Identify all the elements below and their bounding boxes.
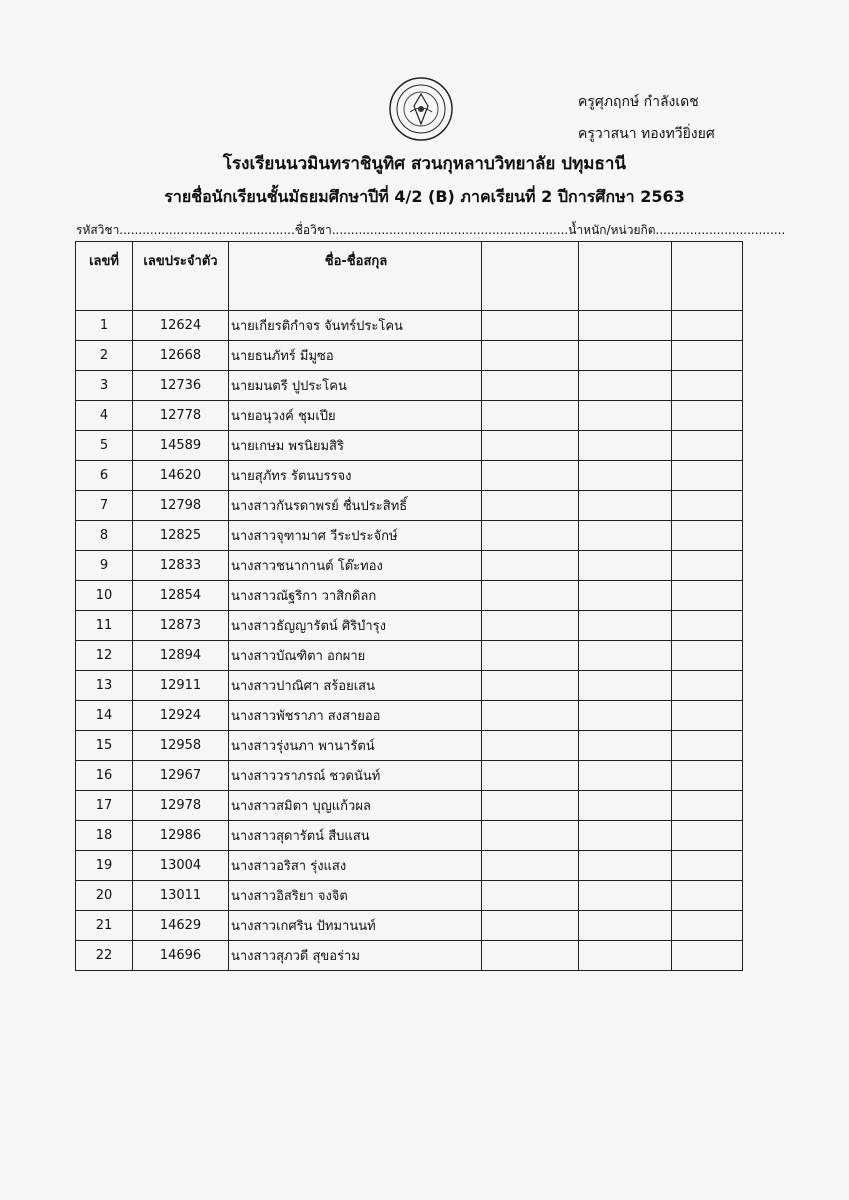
- blank-cell: [482, 611, 579, 641]
- table-row: [76, 731, 743, 761]
- blank-cell: [672, 521, 743, 551]
- student-name: นางสาวพัชราภา สงสายออ: [229, 701, 482, 731]
- student-id: 14696: [133, 941, 229, 971]
- row-number: 3: [76, 371, 133, 401]
- table-row: [76, 851, 743, 881]
- header-blank-column: [672, 242, 743, 311]
- blank-cell: [672, 701, 743, 731]
- student-name: นางสาวเกศริน ปัทมานนท์: [229, 911, 482, 941]
- student-id: 12624: [133, 311, 229, 341]
- blank-cell: [672, 731, 743, 761]
- table-row: [76, 431, 743, 461]
- blank-cell: [579, 401, 672, 431]
- blank-cell: [672, 881, 743, 911]
- table-row: [76, 701, 743, 731]
- header-blank-column: [579, 242, 672, 311]
- blank-cell: [482, 341, 579, 371]
- row-number: 18: [76, 821, 133, 851]
- list-title: รายชื่อนักเรียนชั้นมัธยมศึกษาปีที่ 4/2 (B) ภาคเรียนที่ 2 ปีการศึกษา 2563: [164, 187, 685, 206]
- row-number: 17: [76, 791, 133, 821]
- blank-cell: [482, 761, 579, 791]
- row-number: 19: [76, 851, 133, 881]
- student-name: นายสุภัทร รัตนบรรจง: [229, 461, 482, 491]
- blank-cell: [579, 911, 672, 941]
- blank-cell: [482, 851, 579, 881]
- table-header-row: [76, 242, 743, 311]
- student-id: 12825: [133, 521, 229, 551]
- student-name: นางสาวจุฑามาศ วีระประจักษ์: [229, 521, 482, 551]
- student-name: นายมนตรี ปูประโคน: [229, 371, 482, 401]
- student-name: นางสาวสมิตา บุญแก้วผล: [229, 791, 482, 821]
- blank-cell: [672, 551, 743, 581]
- blank-cell: [482, 401, 579, 431]
- table-row: [76, 821, 743, 851]
- blank-cell: [579, 641, 672, 671]
- table-row: [76, 581, 743, 611]
- blank-cell: [579, 371, 672, 401]
- student-name: นางสาวสุภวดี สุขอร่าม: [229, 941, 482, 971]
- blank-cell: [579, 761, 672, 791]
- blank-cell: [482, 881, 579, 911]
- blank-cell: [482, 551, 579, 581]
- row-number: 2: [76, 341, 133, 371]
- blank-cell: [672, 581, 743, 611]
- student-id: 13004: [133, 851, 229, 881]
- row-number: 16: [76, 761, 133, 791]
- blank-cell: [579, 701, 672, 731]
- table-row: [76, 551, 743, 581]
- table-row: [76, 911, 743, 941]
- blank-cell: [482, 521, 579, 551]
- blank-cell: [579, 821, 672, 851]
- blank-cell: [482, 311, 579, 341]
- table-row: [76, 881, 743, 911]
- blank-cell: [579, 461, 672, 491]
- blank-cell: [672, 671, 743, 701]
- table-row: [76, 941, 743, 971]
- blank-cell: [672, 851, 743, 881]
- teacher-list: [578, 86, 715, 150]
- blank-cell: [482, 911, 579, 941]
- blank-cell: [482, 671, 579, 701]
- student-id: 12978: [133, 791, 229, 821]
- teacher-name: ครูวาสนา ทองทวียิ่งยศ: [578, 126, 715, 142]
- row-number: 15: [76, 731, 133, 761]
- student-id: 14629: [133, 911, 229, 941]
- blank-cell: [482, 791, 579, 821]
- header-number: เลขที่: [76, 242, 133, 311]
- student-name: นางสาวรุ่งนภา พานารัตน์: [229, 731, 482, 761]
- student-id: 12958: [133, 731, 229, 761]
- student-name: นางสาวชนากานต์ โต๊ะทอง: [229, 551, 482, 581]
- blank-cell: [672, 941, 743, 971]
- school-title: โรงเรียนนวมินทราชินูทิศ สวนกุหลาบวิทยาลัย ปทุมธานี: [222, 154, 627, 174]
- student-name: นายเกียรติกำจร จันทร์ประโคน: [229, 311, 482, 341]
- blank-cell: [579, 791, 672, 821]
- row-number: 1: [76, 311, 133, 341]
- header-full-name: ชื่อ-ชื่อสกุล: [229, 242, 482, 311]
- row-number: 11: [76, 611, 133, 641]
- row-number: 6: [76, 461, 133, 491]
- student-id: 14589: [133, 431, 229, 461]
- student-table: [75, 241, 743, 971]
- subject-fields: [76, 221, 785, 240]
- table-row: [76, 641, 743, 671]
- blank-cell: [482, 491, 579, 521]
- blank-cell: [672, 311, 743, 341]
- blank-cell: [579, 851, 672, 881]
- student-name: นางสาวธัญญารัตน์ ศิริบำรุง: [229, 611, 482, 641]
- teacher-name: ครูศุภฤกษ์ กำลังเดช: [578, 94, 699, 110]
- blank-cell: [579, 731, 672, 761]
- blank-cell: [672, 431, 743, 461]
- blank-cell: [672, 911, 743, 941]
- row-number: 22: [76, 941, 133, 971]
- student-name: นางสาวณัฐริกา วาสิกดิลก: [229, 581, 482, 611]
- table-row: [76, 671, 743, 701]
- blank-cell: [579, 611, 672, 641]
- row-number: 12: [76, 641, 133, 671]
- blank-cell: [672, 761, 743, 791]
- header-student-id: เลขประจำตัว: [133, 242, 229, 311]
- row-number: 8: [76, 521, 133, 551]
- blank-cell: [482, 641, 579, 671]
- blank-cell: [482, 461, 579, 491]
- row-number: 20: [76, 881, 133, 911]
- student-name: นางสาวกันรดาพรย์ ชื่นประสิทธิ์: [229, 491, 482, 521]
- table-row: [76, 791, 743, 821]
- blank-cell: [482, 701, 579, 731]
- student-id: 13011: [133, 881, 229, 911]
- row-number: 5: [76, 431, 133, 461]
- header-blank-column: [482, 242, 579, 311]
- student-id: 12798: [133, 491, 229, 521]
- student-name: นายอนุวงค์ ชุมเปีย: [229, 401, 482, 431]
- table-row: [76, 461, 743, 491]
- student-id: 12833: [133, 551, 229, 581]
- student-id: 12986: [133, 821, 229, 851]
- table-row: [76, 761, 743, 791]
- blank-cell: [672, 461, 743, 491]
- blank-cell: [672, 641, 743, 671]
- blank-cell: [672, 611, 743, 641]
- blank-cell: [672, 401, 743, 431]
- student-id: 12873: [133, 611, 229, 641]
- student-id: 12778: [133, 401, 229, 431]
- blank-cell: [579, 881, 672, 911]
- blank-cell: [482, 821, 579, 851]
- student-id: 12854: [133, 581, 229, 611]
- student-name: นางสาวอริสา รุ่งแสง: [229, 851, 482, 881]
- blank-cell: [579, 581, 672, 611]
- row-number: 21: [76, 911, 133, 941]
- blank-cell: [672, 341, 743, 371]
- student-name: นายเกษม พรนิยมสิริ: [229, 431, 482, 461]
- blank-cell: [579, 491, 672, 521]
- student-id: 12924: [133, 701, 229, 731]
- table-row: [76, 341, 743, 371]
- blank-cell: [482, 941, 579, 971]
- blank-cell: [579, 521, 672, 551]
- student-id: 14620: [133, 461, 229, 491]
- student-name: นางสาวอิสริยา จงจิต: [229, 881, 482, 911]
- table-body: [76, 311, 743, 971]
- credits-field: น้ำหนัก/หน่วยกิต..................................: [568, 223, 786, 237]
- student-name: นางสาวปาณิศา สร้อยเสน: [229, 671, 482, 701]
- student-id: 12911: [133, 671, 229, 701]
- student-name: นายธนภัทร์ มีมูซอ: [229, 341, 482, 371]
- student-id: 12668: [133, 341, 229, 371]
- blank-cell: [579, 551, 672, 581]
- blank-cell: [482, 431, 579, 461]
- student-id: 12894: [133, 641, 229, 671]
- student-name: นางสาวสุดารัตน์ สืบแสน: [229, 821, 482, 851]
- blank-cell: [672, 371, 743, 401]
- blank-cell: [672, 821, 743, 851]
- table-row: [76, 311, 743, 341]
- school-seal-icon: [388, 76, 454, 142]
- row-number: 14: [76, 701, 133, 731]
- student-name: นางสาววราภรณ์ ชวดนันท์: [229, 761, 482, 791]
- student-name: นางสาวบัณฑิตา อกผาย: [229, 641, 482, 671]
- blank-cell: [482, 581, 579, 611]
- blank-cell: [672, 491, 743, 521]
- blank-cell: [579, 311, 672, 341]
- subject-name-field: ชื่อวิชา..............................................................: [294, 223, 569, 237]
- blank-cell: [482, 731, 579, 761]
- row-number: 10: [76, 581, 133, 611]
- table-row: [76, 371, 743, 401]
- row-number: 9: [76, 551, 133, 581]
- blank-cell: [482, 371, 579, 401]
- table-row: [76, 521, 743, 551]
- student-id: 12736: [133, 371, 229, 401]
- table-row: [76, 401, 743, 431]
- blank-cell: [579, 671, 672, 701]
- table-row: [76, 491, 743, 521]
- blank-cell: [579, 341, 672, 371]
- row-number: 7: [76, 491, 133, 521]
- blank-cell: [579, 941, 672, 971]
- blank-cell: [672, 791, 743, 821]
- table-row: [76, 611, 743, 641]
- student-id: 12967: [133, 761, 229, 791]
- subject-code-field: รหัสวิชา..............................................: [76, 223, 295, 237]
- row-number: 4: [76, 401, 133, 431]
- row-number: 13: [76, 671, 133, 701]
- blank-cell: [579, 431, 672, 461]
